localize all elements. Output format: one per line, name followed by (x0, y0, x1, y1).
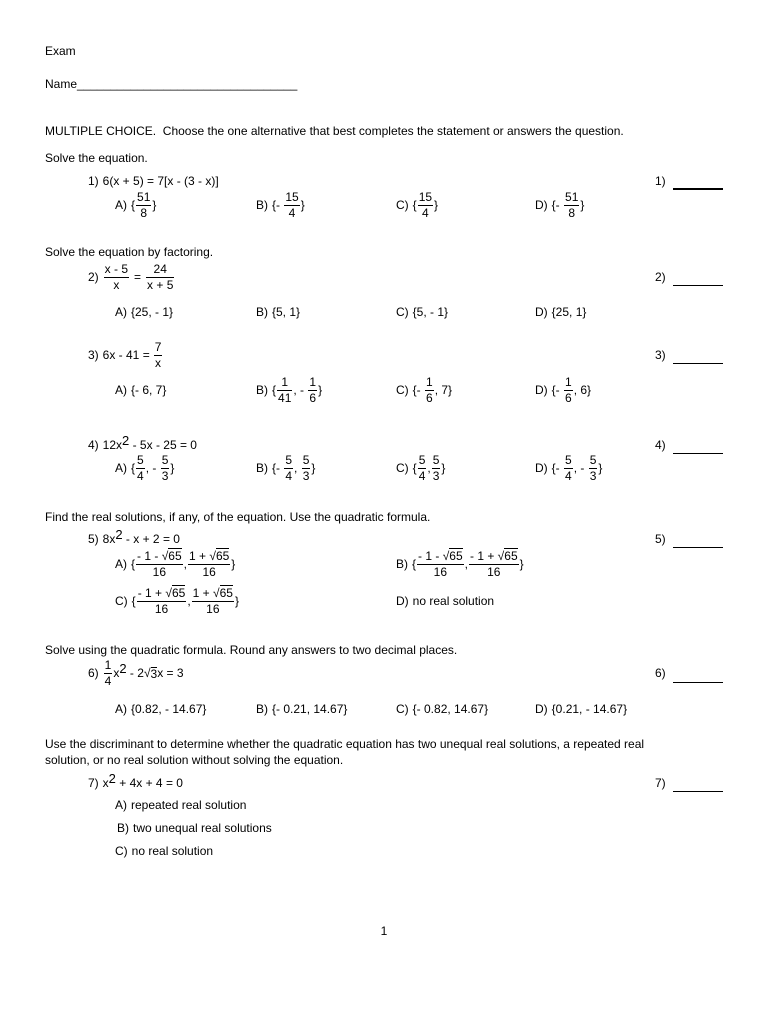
numerator (137, 587, 187, 602)
denominator: 16 (487, 564, 501, 579)
option-close: } (152, 198, 157, 212)
denominator: 4 (104, 673, 112, 688)
option-a (115, 454, 174, 482)
option-c (396, 298, 448, 326)
answer-blank (673, 285, 723, 286)
option-separator: , (294, 461, 301, 475)
numerator: 5 (432, 452, 440, 467)
option-open: { (272, 383, 277, 397)
answer-number: 3) (655, 348, 666, 362)
option-open: { (412, 557, 417, 571)
option-separator: , (427, 461, 431, 475)
fraction (161, 454, 170, 483)
fraction (277, 376, 292, 405)
option-c (396, 376, 452, 404)
option-close: } (318, 383, 323, 397)
fraction (418, 191, 433, 220)
answer-number: 5) (655, 532, 666, 546)
option-value: {0.21, - 14.67} (551, 702, 628, 716)
radicand: 65 (168, 548, 182, 563)
denominator: 4 (137, 468, 144, 483)
question-number: 6) (88, 666, 99, 680)
option-label: D) (535, 702, 548, 716)
question-number: 3) (88, 348, 99, 362)
option-label: D) (535, 305, 548, 319)
equals-sign: = (134, 270, 142, 284)
numerator: 1 (104, 657, 112, 672)
denominator: 3 (302, 468, 310, 483)
answer-blank (673, 188, 723, 190)
numerator: 15 (285, 189, 299, 204)
numerator (469, 550, 519, 565)
option-open: { (412, 198, 417, 212)
equation-rest: - x + 2 = 0 (122, 532, 180, 546)
option-label: A) (115, 383, 127, 397)
option-d (535, 298, 586, 326)
numerator: 5 (565, 452, 572, 467)
option-c (396, 695, 488, 723)
option-d (535, 454, 602, 482)
option-open: {- (551, 461, 564, 475)
option-label: A) (115, 798, 127, 812)
denominator: 8 (568, 205, 576, 220)
option-open: {- (551, 198, 564, 212)
denominator: x + 5 (147, 277, 174, 292)
option-close: } (598, 461, 603, 475)
answer-number: 6) (655, 666, 666, 680)
fraction (188, 550, 230, 579)
denominator: 6 (426, 390, 433, 405)
numerator (136, 550, 183, 565)
option-a (115, 695, 206, 723)
denominator: 41 (278, 390, 292, 405)
option-value: {0.82, - 14.67} (131, 702, 207, 716)
numerator: 1 (309, 374, 317, 389)
denominator: 8 (140, 205, 148, 220)
numerator (417, 550, 464, 565)
denominator: x (113, 277, 120, 292)
denominator: 4 (422, 205, 429, 220)
radicand: 3 (150, 666, 158, 681)
fraction (136, 454, 145, 483)
option-label: D) (535, 383, 548, 397)
answer-number: 7) (655, 776, 666, 790)
equation-base: x (113, 666, 120, 680)
fraction (469, 550, 519, 579)
option-b (396, 550, 524, 578)
option-c (115, 587, 239, 615)
radicand: 65 (219, 585, 233, 600)
numerator: 1 (565, 374, 572, 389)
equation-rest: x = 3 (157, 666, 184, 680)
numerator: 1 (426, 374, 433, 389)
equation: 6(x + 5) = 7[x - (3 - x)] (102, 174, 219, 188)
option-b (256, 376, 322, 404)
question-2-stem (88, 263, 175, 291)
option-label: B) (396, 557, 408, 571)
equation: 6x - 41 = (102, 348, 150, 362)
numerator: 5 (589, 452, 597, 467)
answer-blank (673, 682, 723, 683)
option-a (115, 550, 235, 578)
numerator-text: - 1 + (137, 585, 166, 600)
answer-number: 2) (655, 270, 666, 284)
option-open: { (131, 557, 136, 571)
option-separator: , - (573, 461, 588, 475)
answer-number: 1) (655, 174, 666, 188)
option-close: } (441, 461, 446, 475)
option-separator: , - (145, 461, 160, 475)
question-number: 2) (88, 270, 99, 284)
option-b (256, 454, 315, 482)
option-open: {- (551, 383, 564, 397)
fraction (589, 454, 598, 483)
numerator: 1 (277, 376, 292, 391)
option-c (115, 837, 213, 865)
denominator: 4 (288, 205, 296, 220)
denominator: 4 (285, 468, 293, 483)
radical-sign: √ (165, 585, 172, 600)
option-label: C) (396, 461, 409, 475)
option-open: { (131, 461, 136, 475)
option-label: A) (115, 557, 127, 571)
option-c (396, 191, 438, 219)
option-c (396, 454, 445, 482)
radical-sign: √ (143, 666, 151, 680)
numerator-text: - 1 - (418, 548, 443, 563)
numerator: 5 (137, 452, 144, 467)
option-label: A) (115, 198, 127, 212)
option-separator: , (187, 594, 191, 608)
section-directions: Use the discriminant to determine whether the quadratic equation has two unequal real solutions, a repeated real (45, 737, 645, 751)
exponent: 2 (122, 433, 130, 448)
fraction (136, 550, 183, 579)
denominator: 3 (432, 468, 440, 483)
radical-sign: √ (213, 585, 220, 600)
option-label: D) (535, 198, 548, 212)
numerator: x - 5 (104, 261, 129, 276)
option-value: repeated real solution (131, 798, 247, 812)
option-value: {25, 1} (551, 305, 587, 319)
option-separator: , (183, 557, 187, 571)
fraction (564, 454, 573, 483)
exponent: 2 (108, 771, 116, 786)
equation-rest: + 4x + 4 = 0 (115, 776, 183, 790)
option-value: {- 6, 7} (131, 383, 167, 397)
denominator: 6 (309, 390, 317, 405)
answer-blank (673, 453, 723, 454)
option-b (256, 695, 347, 723)
fraction (284, 454, 293, 483)
option-label: B) (256, 461, 268, 475)
denominator: 4 (418, 468, 426, 483)
equation-base: 12x (102, 438, 123, 452)
radical-sign: √ (497, 548, 505, 563)
option-close: } (519, 557, 524, 571)
radicand: 65 (215, 548, 230, 563)
option-close: } (234, 594, 239, 608)
radical-sign: √ (209, 548, 216, 563)
option-value: {- 0.82, 14.67} (412, 702, 489, 716)
numerator: 5 (302, 452, 310, 467)
exponent: 2 (119, 661, 127, 676)
option-open: {- (412, 383, 425, 397)
option-label: B) (256, 305, 268, 319)
option-value: {25, - 1} (131, 305, 174, 319)
option-value: no real solution (131, 844, 214, 858)
name-field: Name_________________________________ (45, 77, 298, 91)
fraction (137, 587, 187, 616)
fraction (302, 454, 311, 483)
fraction (564, 191, 579, 220)
question-6-stem (88, 659, 184, 687)
question-number: 5) (88, 532, 99, 546)
option-label: C) (396, 198, 409, 212)
answer-blank (673, 363, 723, 364)
option-open: {- (272, 198, 284, 212)
equation-rest: - 5x - 25 = 0 (129, 438, 197, 452)
option-label: B) (256, 702, 268, 716)
denominator: 16 (202, 564, 216, 579)
option-label: C) (396, 702, 409, 716)
fraction (154, 341, 163, 370)
denominator: 16 (152, 564, 166, 579)
numerator: 15 (418, 189, 433, 204)
option-label: B) (256, 198, 268, 212)
question-number: 4) (88, 438, 99, 452)
question-number: 7) (88, 776, 99, 790)
fraction (432, 454, 441, 483)
option-d (535, 376, 591, 404)
option-label: A) (115, 461, 127, 475)
option-separator: , - (293, 383, 308, 397)
option-open: { (131, 594, 136, 608)
numerator-text: - 1 - (137, 548, 162, 563)
instructions: MULTIPLE CHOICE. Choose the one alternative that best completes the statement or answers the question. (45, 124, 624, 138)
equation-middle: - 2 (126, 666, 144, 680)
fraction (417, 550, 464, 579)
option-label: C) (396, 383, 409, 397)
fraction (146, 263, 174, 292)
option-close: } (580, 198, 585, 212)
option-label: D) (396, 594, 409, 608)
option-d (535, 191, 584, 219)
denominator: 16 (433, 564, 447, 579)
denominator: 16 (206, 601, 220, 616)
question-number: 1) (88, 174, 99, 188)
option-close: , 7} (434, 383, 453, 397)
option-close: } (170, 461, 175, 475)
fraction (308, 376, 317, 405)
radical-sign: √ (442, 548, 450, 563)
section-directions: Solve the equation by factoring. (45, 245, 214, 259)
page-number: 1 (380, 924, 388, 938)
option-a (115, 376, 166, 404)
denominator: 3 (589, 468, 597, 483)
answer-blank (673, 791, 723, 792)
exponent: 2 (115, 527, 123, 542)
option-label: A) (115, 305, 127, 319)
denominator: 16 (154, 601, 169, 616)
option-d (535, 695, 627, 723)
exam-title: Exam (45, 44, 76, 58)
option-close: } (300, 198, 305, 212)
numerator (192, 587, 234, 602)
option-a (115, 298, 173, 326)
numerator: 5 (161, 452, 169, 467)
radical-sign: √ (161, 548, 169, 563)
fraction (104, 263, 129, 292)
fraction (425, 376, 434, 405)
option-value: {- 0.21, 14.67} (272, 702, 348, 716)
option-separator: , (464, 557, 468, 571)
option-close: } (311, 461, 316, 475)
option-label: A) (115, 702, 127, 716)
option-label: D) (535, 461, 548, 475)
numerator: 5 (285, 452, 293, 467)
option-b (256, 298, 300, 326)
option-value: {5, - 1} (412, 305, 449, 319)
option-label: B) (256, 383, 268, 397)
option-a (115, 191, 156, 219)
fraction (192, 587, 234, 616)
numerator: 51 (137, 189, 151, 204)
denominator: 6 (565, 390, 572, 405)
section-directions: Solve using the quadratic formula. Round any answers to two decimal places. (45, 643, 458, 657)
equation-base: 8x (102, 532, 116, 546)
numerator-text: 1 + (188, 548, 210, 563)
option-close: } (231, 557, 236, 571)
radicand: 65 (504, 548, 518, 563)
option-close: , 6} (573, 383, 592, 397)
numerator: 24 (146, 263, 174, 278)
option-label: C) (115, 594, 128, 608)
option-open: { (412, 461, 417, 475)
numerator: 5 (418, 452, 426, 467)
option-value: {5, 1} (272, 305, 301, 319)
option-close: } (434, 198, 439, 212)
section-directions: solution, or no real solution without solving the equation. (45, 753, 344, 767)
option-open: { (131, 198, 136, 212)
equation-base: x (102, 776, 109, 790)
denominator: 4 (565, 468, 572, 483)
numerator-text: - 1 + (469, 548, 498, 563)
option-label: C) (396, 305, 409, 319)
radicand: 65 (171, 585, 186, 600)
denominator: x (155, 355, 162, 370)
section-directions: Solve the equation. (45, 151, 148, 165)
option-b (256, 191, 305, 219)
option-label: C) (115, 844, 128, 858)
option-label: B) (117, 821, 129, 835)
numerator: 51 (565, 189, 579, 204)
denominator: 3 (161, 468, 169, 483)
answer-blank (673, 547, 723, 548)
numerator-text: 1 + (192, 585, 214, 600)
option-value: two unequal real solutions (133, 821, 272, 835)
numerator: 7 (154, 339, 162, 354)
fraction (284, 191, 299, 220)
fraction (418, 454, 427, 483)
option-value: no real solution (412, 594, 495, 608)
option-d (396, 587, 494, 615)
radicand: 65 (449, 548, 463, 563)
section-directions: Find the real solutions, if any, of the equation. Use the quadratic formula. (45, 510, 431, 524)
answer-number: 4) (655, 438, 666, 452)
numerator (188, 550, 230, 565)
fraction (136, 191, 151, 220)
fraction (564, 376, 573, 405)
fraction (104, 659, 113, 688)
question-3-stem (88, 341, 163, 369)
option-open: {- (272, 461, 284, 475)
